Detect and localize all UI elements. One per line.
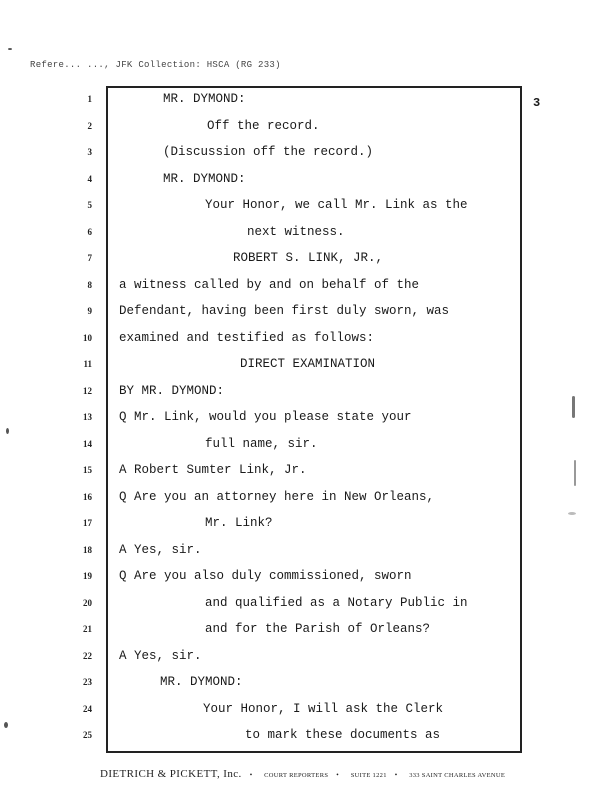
line-number: 20 <box>83 597 92 608</box>
transcript-line: MR. DYMOND: <box>160 675 243 689</box>
transcript-line: (Discussion off the record.) <box>163 145 374 159</box>
transcript-line: MR. DYMOND: <box>163 92 246 106</box>
scan-speck <box>6 428 9 434</box>
footer-separator: • <box>249 771 253 779</box>
line-number: 18 <box>83 544 92 555</box>
line-number: 9 <box>87 306 92 316</box>
transcript-line: Q Mr. Link, would you please state your <box>119 410 412 424</box>
line-number: 2 <box>87 120 92 131</box>
line-number: 19 <box>83 571 92 581</box>
transcript-line: Off the record. <box>207 118 320 133</box>
transcript-line: Mr. Link? <box>205 516 273 530</box>
transcript-line: examined and testified as follows: <box>119 330 375 345</box>
transcript-line: Defendant, having been first duly sworn, was <box>119 304 450 318</box>
line-number: 10 <box>83 332 92 343</box>
line-number: 16 <box>83 491 92 502</box>
line-number: 17 <box>83 518 92 528</box>
footer-suite: SUITE 1221 <box>350 772 387 779</box>
transcript-line: ROBERT S. LINK, JR., <box>233 251 384 265</box>
scan-speck <box>572 396 575 418</box>
footer-separator: • <box>336 771 339 779</box>
transcript-line: full name, sir. <box>205 436 318 451</box>
transcript-line: BY MR. DYMOND: <box>119 383 225 398</box>
line-number: 24 <box>83 703 92 714</box>
line-number: 8 <box>87 279 92 290</box>
footer-separator: • <box>394 771 398 779</box>
footer-service: COURT REPORTERS <box>264 772 329 779</box>
line-number: 3 <box>87 147 92 157</box>
transcript-line: to mark these documents as <box>245 728 441 742</box>
line-number: 21 <box>83 624 92 634</box>
line-number: 13 <box>83 412 92 422</box>
line-number: 15 <box>83 465 92 475</box>
footer-address: 333 SAINT CHARLES AVENUE <box>409 772 506 779</box>
line-number: 6 <box>87 226 92 237</box>
line-number: 5 <box>87 200 92 210</box>
transcript-line: A Robert Sumter Link, Jr. <box>119 463 307 477</box>
transcript-line: Your Honor, I will ask the Clerk <box>203 701 444 716</box>
archive-header: Refere... ..., JFK Collection: HSCA (RG 233) <box>30 60 281 70</box>
line-number: 23 <box>83 677 92 687</box>
line-number: 22 <box>83 650 92 661</box>
firm-name: DIETRICH & PICKETT, Inc. <box>100 768 242 780</box>
transcript-line: Q Are you an attorney here in New Orleans, <box>119 489 435 504</box>
line-number: 14 <box>83 438 92 449</box>
transcript-line: MR. DYMOND: <box>163 171 246 186</box>
page-number: 3 <box>533 96 541 110</box>
transcript-line: a witness called by and on behalf of the <box>119 277 420 292</box>
transcript-line: DIRECT EXAMINATION <box>240 357 376 371</box>
line-number: 11 <box>83 359 92 369</box>
transcript-line: A Yes, sir. <box>119 542 202 557</box>
transcript-line: A Yes, sir. <box>119 648 202 663</box>
line-number: 1 <box>87 94 92 104</box>
scan-speck <box>568 512 576 515</box>
transcript-line: Your Honor, we call Mr. Link as the <box>205 198 468 212</box>
line-number: 4 <box>87 173 92 184</box>
scan-speck <box>4 722 8 728</box>
transcript-line: Q Are you also duly commissioned, sworn <box>119 569 412 583</box>
transcript-line: and for the Parish of Orleans? <box>205 622 431 636</box>
scan-speck <box>574 460 576 486</box>
scan-speck <box>8 48 12 50</box>
transcript-line: next witness. <box>247 224 345 239</box>
line-number: 12 <box>83 385 92 396</box>
reporter-footer <box>100 764 505 782</box>
line-number: 25 <box>83 730 92 740</box>
line-number: 7 <box>87 253 92 263</box>
transcript-line: and qualified as a Notary Public in <box>205 595 468 610</box>
